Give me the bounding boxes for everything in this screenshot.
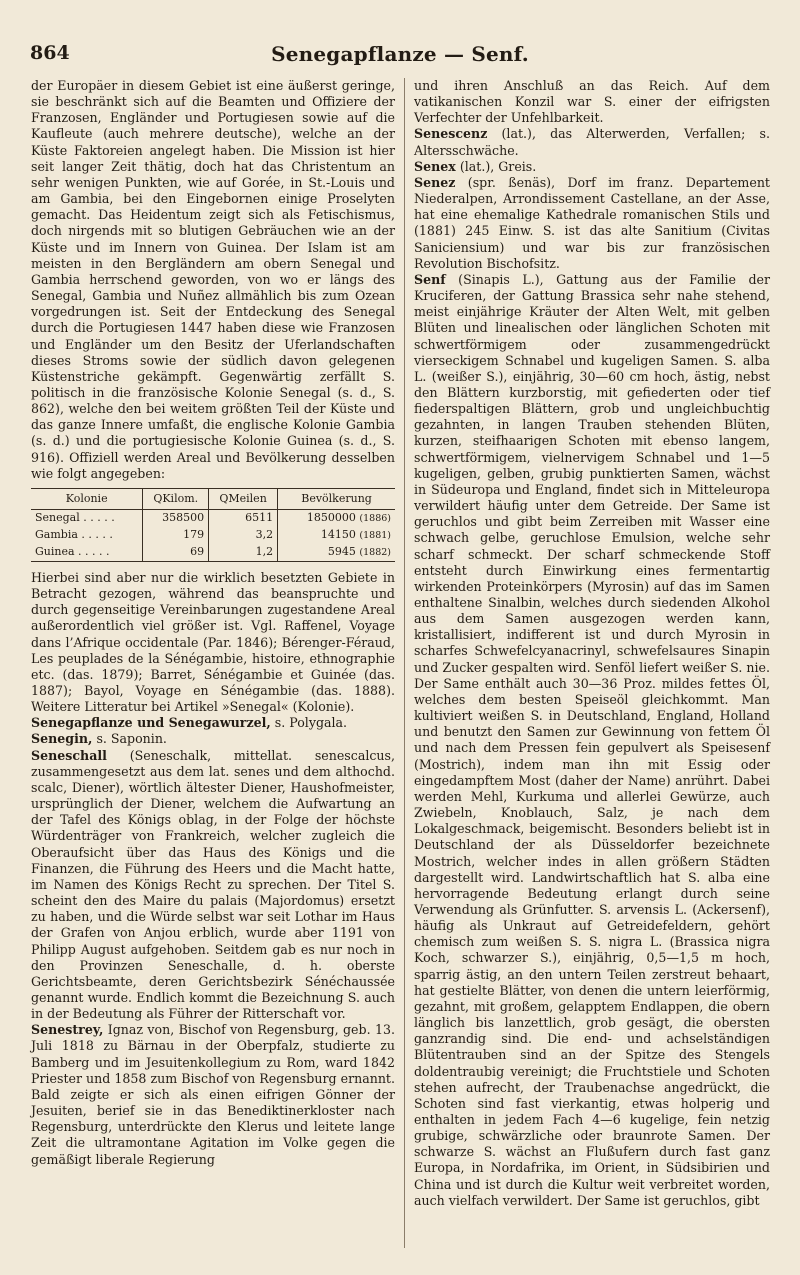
cell-qkm: 179	[143, 527, 209, 544]
population-value: 14150	[320, 527, 356, 541]
column-header-bevoelkerung: Bevölkerung	[278, 488, 395, 509]
entry-senestrey	[31, 1022, 395, 1167]
left-column	[31, 78, 395, 1168]
entry-text: Ignaz von, Bischof von Regensburg, geb. 13. Juli 1818 zu Bärnau in der Oberpfalz, studierte zu Bamberg und im Jesuitenkollegium zu Rom, ward 1842 Priester und 1858 zum Bischof von Regensburg ernannt. Bald zeigte er sich als einen eifrigen Gönner der Jesuiten, berief sie in das Benediktinerkloster nach Regensburg, unterdrückte den Klerus und leitete lange Zeit die ultramontane Agitation im Volke gegen die gemäßigt liberale Regierung	[31, 1022, 395, 1167]
entry-text: (lat.), Greis.	[459, 158, 537, 174]
population-year: (1881)	[359, 529, 391, 541]
cell-qkm: 358500	[143, 509, 209, 527]
cell-population	[278, 509, 395, 527]
column-header-kolonie: Kolonie	[31, 488, 143, 509]
headword: Senez	[414, 174, 456, 190]
population-value: 1850000	[306, 510, 356, 524]
table-row	[31, 509, 395, 527]
population-value: 5945	[327, 544, 356, 558]
running-title: Senegapflanze — Senf.	[271, 42, 529, 66]
cell-qmi: 1,2	[209, 544, 278, 562]
entry-seneschall	[31, 748, 395, 1023]
cell-colony: Guinea . . . . .	[31, 544, 143, 562]
table-row	[31, 544, 395, 562]
headword: Senegin,	[31, 731, 93, 747]
entry-text: (lat.), das Alterwerden, Verfallen; s. Altersschwäche.	[414, 126, 770, 158]
right-column	[414, 78, 770, 1209]
senegambien-continuation: der Europäer in diesem Gebiet ist eine äußerst geringe, sie beschränkt sich auf die Beamten und Offiziere der Franzosen, Engländer und Portugiesen sowie auf die Kaufleute (auch mehrere deutsche), welche an der Küste Faktoreien angelegt haben. Die Mission ist hier seit langer Zeit thätig, doch hat das Christentum an sehr wenigen Punkten, wie auf Gorée, in St.-Louis und am Gambia, bei den Eingebornen einige Proselyten gemacht. Das Heidentum zeigt sich als Fetischismus, doch nirgends mit so blutigen Gebräuchen wie an der Küste und im Innern von Guinea. Der Islam ist am meisten in den Bergländern am obern Senegal und Gambia herrschend geworden, von wo er längs des Senegal, Gambia und Nuñez allmählich bis zum Ozean vorgedrungen ist. Seit der Entdeckung des Senegal durch die Portugiesen 1447 haben diese wie Franzosen und Engländer um den Besitz der Uferlandschaften dieses Stroms sowie der südlich davon gelegenen Küstenstriche gekämpft. Gegenwärtig zerfällt S. politisch in die französische Kolonie Senegal (s. d., S. 862), welche den bei weitem größten Teil der Küste und das ganze Innere umfaßt, die englische Kolonie Gambia (s. d.) und die portugiesische Kolonie Guinea (s. d., S. 916). Offiziell werden Areal und Bevölkerung desselben wie folgt angegeben:	[31, 78, 395, 481]
senestrey-continuation: und ihren Anschluß an das Reich. Auf dem vatikanischen Konzil war S. einer der eifrigsten Verfechter der Unfehlbarkeit.	[414, 78, 770, 126]
page-number: 864	[30, 42, 70, 64]
population-year: (1882)	[359, 546, 391, 558]
colony-population-table	[31, 488, 395, 562]
entry-text: (spr. ßenäs), Dorf im franz. Departement Niederalpen, Arrondissement Castellane, an der Asse, hat eine ehemalige Kathedrale romanischen Stils und (1881) 245 Einw. S. ist das alte Sanitium (Civitas Saniciensium) und war bis zur französischen Revolution Bischofsitz.	[414, 174, 770, 271]
literature-paragraph: Hierbei sind aber nur die wirklich besetzten Gebiete in Betracht gezogen, während das beanspruchte und durch gegenseitige Vereinbarungen zugestandene Areal außerordentlich viel größer ist. Vgl. Raffenel, Voyage dans l’Afrique occidentale (Par. 1846); Bérenger-Féraud, Les peuplades de la Sénégambie, histoire, ethnographie etc. (das. 1879); Barret, Sénégambie et Guinée (das. 1887); Bayol, Voyage en Sénégambie (das. 1888). Weitere Litteratur bei Artikel »Senegal« (Kolonie).	[31, 569, 395, 715]
entry-text: (Sinapis L.), Gattung aus der Familie der Kruciferen, der Gattung Brassica sehr nahe stehend, meist einjährige Kräuter der Alten Welt, mit gelben Blüten und linealischen oder länglichen Schoten mit schwertförmigem oder zusammengedrückt vierseckigem Schnabel und kugeligen Samen. S. alba L. (weißer S.), einjährig, 30—60 cm hoch, ästig, nebst den Blättern kurzborstig, mit gefiederten oder tief fiederspaltigen Blättern, grob und ungleichbuchtig gezahnten, in langen Trauben stehenden Blüten, kurzen, steifhaarigen Schoten mit ebenso langem, schwertförmigem, vielnervigem Schnabel und 1—5 kugeligen, gelben, grubig punktierten Samen, wächst in Südeuropa und England, findet sich in Mitteleuropa verwildert häufig unter dem Getreide. Der Same ist geruchlos und gibt beim Zerreiben mit Wasser eine schwach gelbe, geruchlose Emulsion, welche sehr scharf schmeckt. Der scharf schmeckende Stoff entsteht durch Einwirkung eines fermentartig wirkenden Proteinkörpers (Myrosin) auf das im Samen enthaltene Sinalbin, welches durch siedenden Alkohol aus dem Samen ausgezogen werden kann, kristallisiert, indifferent ist und durch Myrosin in scharfes Schwefelcyanacrinyl, schwefelsaures Sinapin und Zucker gespalten wird. Senföl liefert weißer S. nie. Der Same enthält auch 30—36 Proz. mildes fettes Öl, welches dem besten Speiseöl gleichkommt. Man kultiviert weißen S. in Deutschland, England, Holland und benutzt den Samen zur Gewinnung von fettem Öl und nach dem Pressen fein gepulvert als Speisesenf (Mostrich), indem man ihn mit Essig oder eingedampftem Most (daher der Name) anrührt. Dabei werden Mehl, Kurkuma und allerlei Gewürze, auch Zwiebeln, Knoblauch, Salz, je nach dem Lokalgeschmack, beigemischt. Besonders beliebt ist in Deutschland der als Düsseldorfer bezeichnete Mostrich, welcher indes in allen größern Städten dargestellt wird. Landwirtschaftlich hat S. alba eine hervorragende Bedeutung erlangt durch seine Verwendung als Grünfutter. S. arvensis L. (Ackersenf), häufig als Unkraut auf Getreidefeldern, gehört chemisch zum weißen S. S. nigra L. (Brassica nigra Koch, schwarzer S.), einjährig, 0,5—1,5 m hoch, sparrig ästig, an den untern Teilen zerstreut behaart, hat gestielte Blätter, von denen die untern leierförmig, gezahnt, mit großem, gelapptem Endlappen, die obern länglich bis lanzettlich, grob gesägt, die obersten ganzrandig sind. Die end- und achselständigen Blütentrauben sind an der Spitze des Stengels doldentraubig vereinigt; die Fruchtstiele und Schoten stehen aufrecht, der Traubenachse angedrückt, die Schoten sind fast vierkantig, etwas holperig und enthalten in jedem Fach 4—6 kugelige, fein netzig grubige, schwärzliche oder braunrote Samen. Der schwarze S. wächst an Flußufern durch fast ganz Europa, in Nordafrika, im Orient, in Südsibirien und China und ist durch die Kultur weit verbreitet worden, auch vielfach verwildert. Der Same ist geruchlos, gibt	[414, 271, 770, 1208]
cell-colony: Senegal . . . . .	[35, 511, 115, 525]
column-header-qmeilen: QMeilen	[209, 488, 278, 509]
column-header-qkilom: QKilom.	[143, 488, 209, 509]
entry-senf	[414, 272, 770, 1209]
entry-text: (Seneschalk, mittellat. senescalcus, zusammengesetzt aus dem lat. senes und dem althochd. scalc, Diener), wörtlich ältester Diener, Haushofmeister, ursprünglich der Diener, welchem die Aufwartung an der Tafel des Königs oblag, in der Folge der höchste Würdenträger von Frankreich, welcher zugleich die Oberaufsicht über das Haus des Königs und die Finanzen, die Führung des Heers und die Macht hatte, im Namen des Königs Recht zu sprechen. Der Titel S. scheint den des Maire du palais (Majordomus) ersetzt zu haben, und die Würde selbst war seit Lothar im Haus der Grafen von Anjou erblich, wurde aber 1191 von Philipp August aufgehoben. Seitdem gab es nur noch in den Provinzen Seneschalle, d. h. oberste Gerichtsbeamte, deren Gerichtsbezirk Sénéchaussée genannt wurde. Endlich kommt die Bezeichnung S. auch in der Bedeutung als Führer der Ritterschaft vor.	[31, 747, 395, 1022]
entry-senex	[414, 159, 770, 175]
headword: Senegapflanze und Senegawurzel,	[31, 715, 271, 731]
headword: Senex	[414, 158, 456, 174]
table-row	[31, 527, 395, 544]
column-divider	[404, 78, 405, 1248]
population-year: (1886)	[359, 512, 391, 524]
entry-senescenz	[414, 126, 770, 158]
cell-colony: Gambia . . . . .	[35, 528, 113, 542]
entry-text: s. Polygala.	[274, 715, 348, 731]
headword: Seneschall	[31, 747, 107, 763]
cell-population	[278, 544, 395, 562]
cell-population	[278, 527, 395, 544]
cell-qkm: 69	[143, 544, 209, 562]
headword: Senf	[414, 271, 446, 287]
entry-text: s. Saponin.	[96, 731, 167, 747]
headword: Senescenz	[414, 126, 488, 142]
entry-senegin	[31, 731, 395, 747]
entry-senez	[414, 175, 770, 272]
headword: Senestrey,	[31, 1022, 104, 1038]
page-header	[30, 42, 770, 72]
entry-senegapflanze	[31, 715, 395, 731]
cell-qmi: 3,2	[209, 527, 278, 544]
cell-qmi: 6511	[209, 509, 278, 527]
table-header-row	[31, 488, 395, 509]
